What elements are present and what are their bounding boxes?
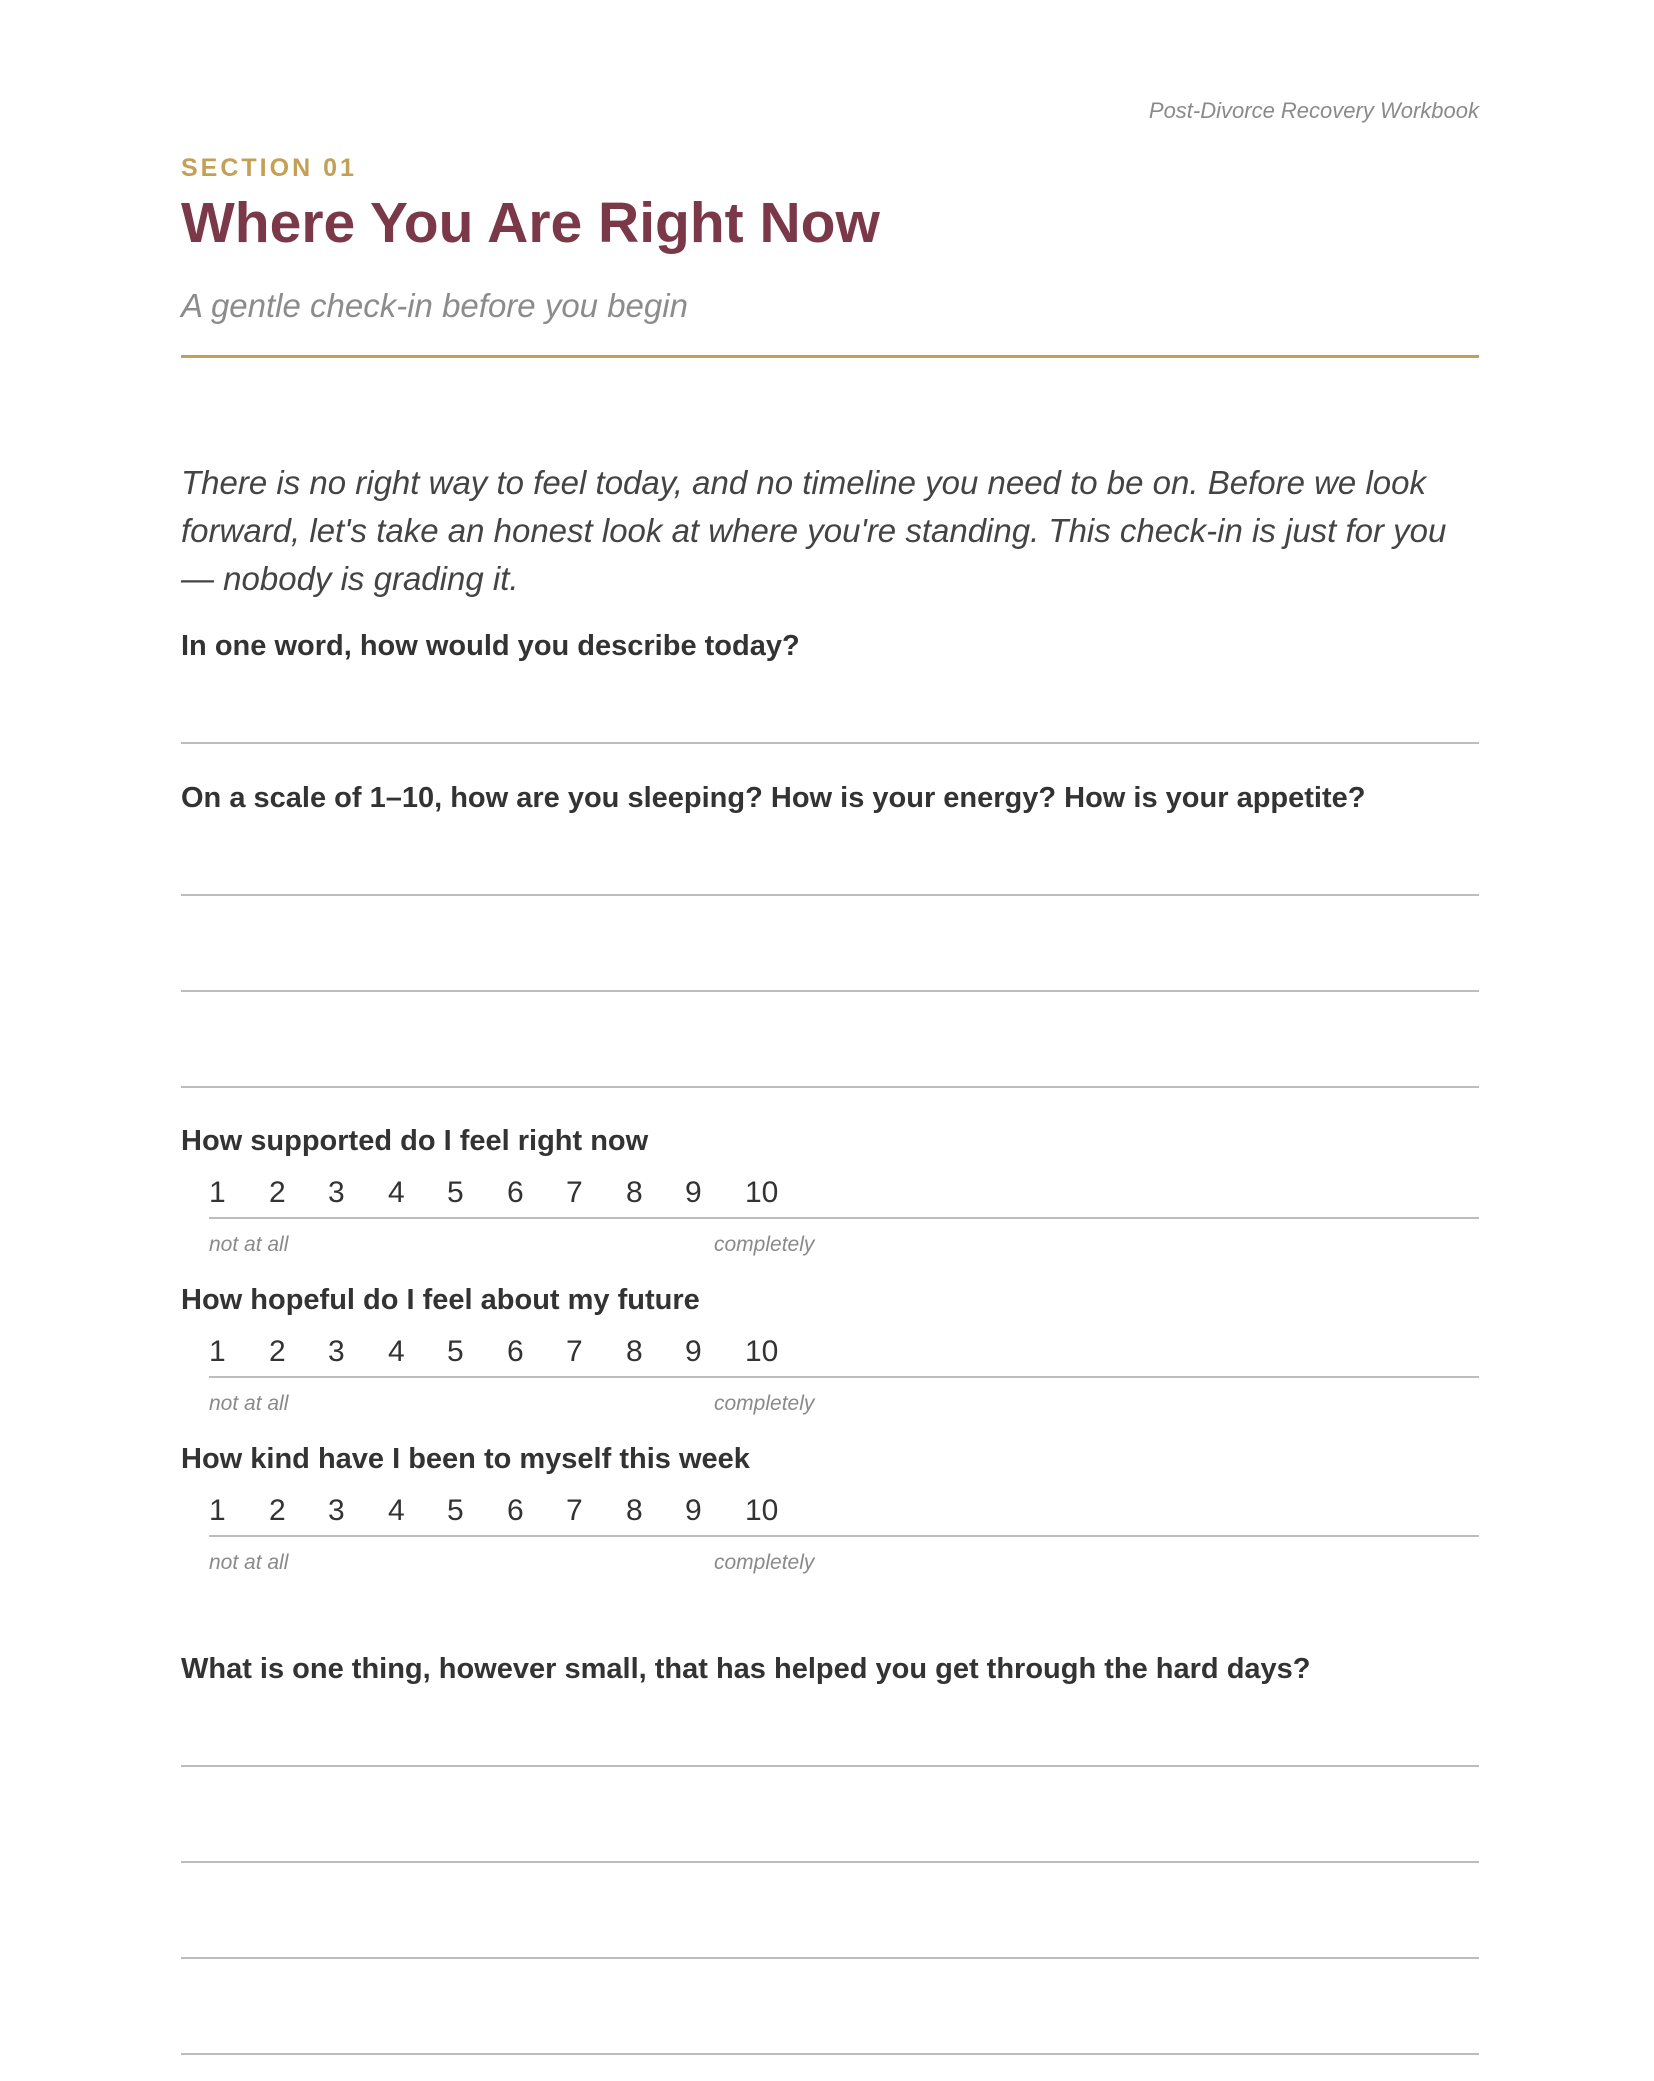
- scale-option-9[interactable]: 9: [685, 1494, 702, 1527]
- scale-option-1[interactable]: 1: [209, 1176, 226, 1209]
- scale-option-4[interactable]: 4: [388, 1335, 405, 1368]
- scale-option-4[interactable]: 4: [388, 1494, 405, 1527]
- scale-low-label: not at all: [209, 1233, 289, 1256]
- scale-option-8[interactable]: 8: [626, 1176, 643, 1209]
- answer-line[interactable]: [181, 1765, 1479, 1767]
- answer-line[interactable]: [181, 1086, 1479, 1088]
- scale-option-2[interactable]: 2: [269, 1176, 286, 1209]
- question-sleep-energy-appetite: On a scale of 1–10, how are you sleeping? How is your energy? How is your appetite?: [181, 782, 1366, 814]
- scale-option-10[interactable]: 10: [745, 1176, 779, 1209]
- running-header: Post-Divorce Recovery Workbook: [1148, 98, 1479, 123]
- scale-option-3[interactable]: 3: [328, 1494, 345, 1527]
- intro-paragraph: There is no right way to feel today, and no timeline you need to be on. Before we look forward, let's take an honest look at where you're standing. This check-in is just for you — nobody is grading it.: [181, 464, 1447, 597]
- scale-low-label: not at all: [209, 1392, 289, 1415]
- scale-option-7[interactable]: 7: [566, 1494, 583, 1527]
- scale-option-4[interactable]: 4: [388, 1176, 405, 1209]
- scale-option-7[interactable]: 7: [566, 1176, 583, 1209]
- scale-option-2[interactable]: 2: [269, 1494, 286, 1527]
- scale-option-8[interactable]: 8: [626, 1494, 643, 1527]
- scale-option-6[interactable]: 6: [507, 1335, 524, 1368]
- scale-high-label: completely: [714, 1392, 815, 1415]
- title-divider: [181, 355, 1479, 358]
- scale-title: How supported do I feel right now: [181, 1125, 649, 1157]
- scale-high-label: completely: [714, 1233, 815, 1256]
- question-one-word: In one word, how would you describe today?: [181, 630, 800, 662]
- scale-option-6[interactable]: 6: [507, 1494, 524, 1527]
- scale-high-label: completely: [714, 1551, 815, 1574]
- answer-line[interactable]: [181, 1957, 1479, 1959]
- scale-option-7[interactable]: 7: [566, 1335, 583, 1368]
- scale-number-row: [209, 1334, 1479, 1378]
- scale-option-5[interactable]: 5: [447, 1335, 464, 1368]
- answer-line[interactable]: [181, 2053, 1479, 2055]
- scale-low-label: not at all: [209, 1551, 289, 1574]
- scale-option-10[interactable]: 10: [745, 1494, 779, 1527]
- scale-option-8[interactable]: 8: [626, 1335, 643, 1368]
- scale-option-5[interactable]: 5: [447, 1494, 464, 1527]
- scale-option-5[interactable]: 5: [447, 1176, 464, 1209]
- page-subtitle: A gentle check-in before you begin: [181, 287, 688, 324]
- scale-title: How hopeful do I feel about my future: [181, 1284, 700, 1316]
- answer-line[interactable]: [181, 1861, 1479, 1863]
- answer-line[interactable]: [181, 894, 1479, 896]
- scale-option-3[interactable]: 3: [328, 1335, 345, 1368]
- scale-option-9[interactable]: 9: [685, 1335, 702, 1368]
- scale-number-row: [209, 1493, 1479, 1537]
- section-label: SECTION 01: [181, 154, 357, 182]
- scale-option-1[interactable]: 1: [209, 1335, 226, 1368]
- answer-line[interactable]: [181, 742, 1479, 744]
- answer-line[interactable]: [181, 990, 1479, 992]
- scale-option-2[interactable]: 2: [269, 1335, 286, 1368]
- scale-number-row: [209, 1175, 1479, 1219]
- scale-title: How kind have I been to myself this week: [181, 1443, 750, 1475]
- scale-option-9[interactable]: 9: [685, 1176, 702, 1209]
- scale-option-1[interactable]: 1: [209, 1494, 226, 1527]
- scale-option-3[interactable]: 3: [328, 1176, 345, 1209]
- page-title: Where You Are Right Now: [181, 191, 880, 255]
- question-helped-through-hard-days: What is one thing, however small, that has helped you get through the hard days?: [181, 1653, 1311, 1685]
- scale-option-10[interactable]: 10: [745, 1335, 779, 1368]
- scale-option-6[interactable]: 6: [507, 1176, 524, 1209]
